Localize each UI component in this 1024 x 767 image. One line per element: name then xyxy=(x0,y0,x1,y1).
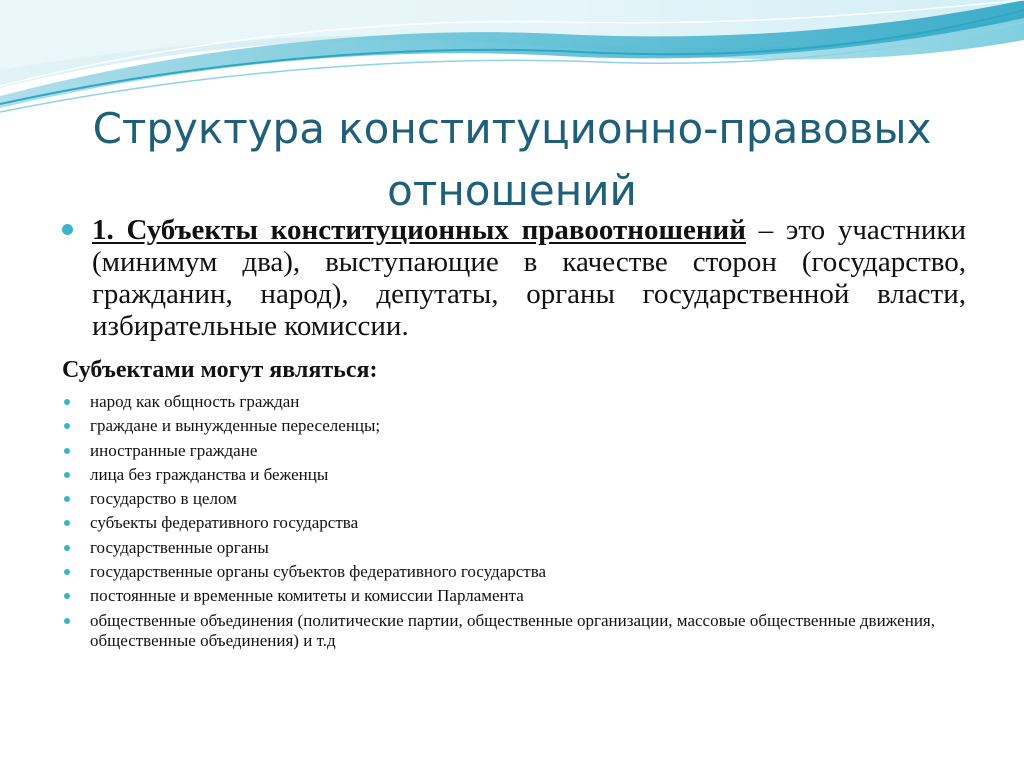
list-item xyxy=(62,586,966,606)
bullet-dot-icon xyxy=(64,618,70,624)
bullet-dot-icon xyxy=(64,399,70,405)
list-item xyxy=(62,611,966,651)
list-item-text: иностранные граждане xyxy=(90,440,258,460)
bullet-dot-icon xyxy=(64,593,70,599)
main-point xyxy=(62,214,966,342)
bullet-dot-icon xyxy=(64,569,70,575)
list-item xyxy=(62,562,966,582)
list-item xyxy=(62,392,966,412)
bullet-dot-icon xyxy=(64,472,70,478)
list-item-text: общественные объединения (политические партии, общественные организации, массовые общественные движения, общественные объединения) и т.д xyxy=(90,610,935,650)
slide-content xyxy=(62,214,966,655)
list-item xyxy=(62,465,966,485)
main-point-text: – это участники (минимум два), выступающие в качестве сторон (государство, гражданин, народ), депутаты, органы государственной власти, избирательные комиссии. xyxy=(92,214,966,342)
subjects-list xyxy=(62,392,966,651)
list-item xyxy=(62,416,966,436)
bullet-dot-icon xyxy=(64,423,70,429)
list-item-text: государственные органы xyxy=(90,537,269,557)
list-item xyxy=(62,538,966,558)
list-item xyxy=(62,441,966,461)
list-item-text: государство в целом xyxy=(90,489,237,509)
slide-title: Структура конституционно-правовых отношений xyxy=(92,104,932,215)
bullet-dot-icon xyxy=(64,520,70,526)
bullet-dot-icon xyxy=(64,448,70,454)
list-item-text: субъекты федеративного государства xyxy=(90,513,359,533)
list-item-text: государственные органы субъектов федеративного государства xyxy=(90,562,547,582)
subjects-subheading: Субъектами могут являться: xyxy=(62,357,378,383)
bullet-dot-icon xyxy=(64,496,70,502)
bullet-dot-icon xyxy=(64,545,70,551)
list-item-text: постоянные и временные комитеты и комиссии Парламента xyxy=(90,586,524,606)
list-item-text: народ как общность граждан xyxy=(90,392,300,411)
bullet-dot-icon xyxy=(62,224,73,235)
list-item-text: граждане и вынужденные переселенцы; xyxy=(90,416,381,436)
main-point-heading: 1. Субъекты конституционных правоотношений xyxy=(92,214,746,246)
list-item-text: лица без гражданства и беженцы xyxy=(90,464,329,484)
list-item xyxy=(62,513,966,533)
list-item xyxy=(62,489,966,509)
